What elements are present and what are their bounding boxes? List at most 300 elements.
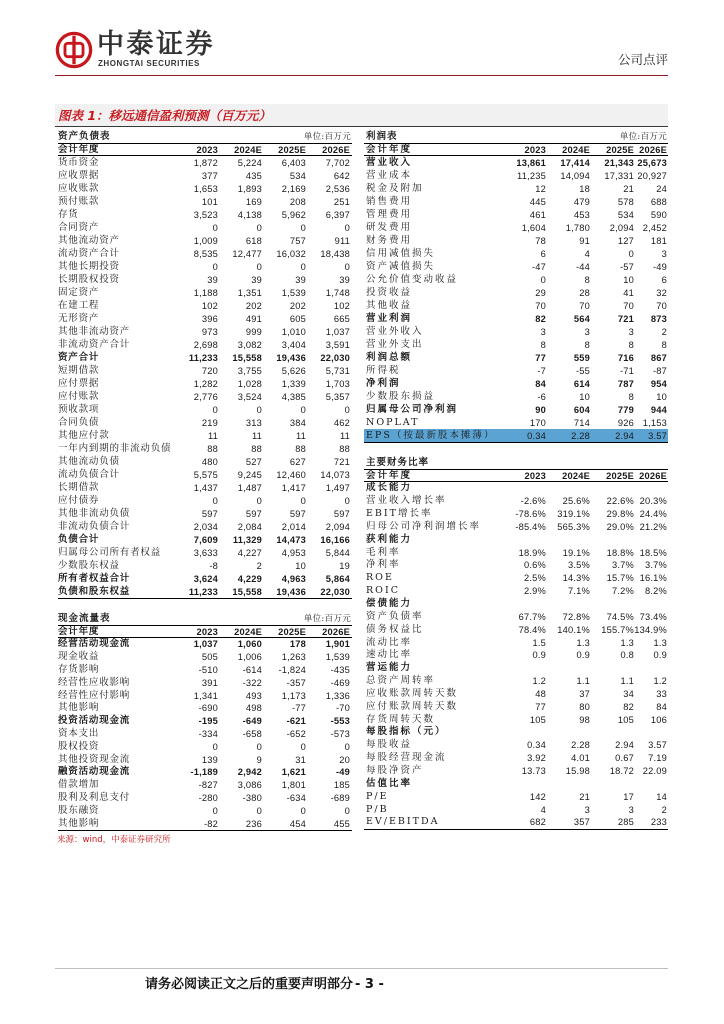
value-2024e: 3,086 xyxy=(237,780,262,791)
page-number: - 3 - xyxy=(355,977,384,992)
value-2023: 13,861 xyxy=(516,157,546,168)
row-label: 流动负债合计 xyxy=(58,468,120,480)
value-2025e: -652 xyxy=(286,728,306,739)
table-row xyxy=(364,739,668,752)
value-2023: 1,188 xyxy=(193,287,218,298)
table-title-row xyxy=(364,457,668,469)
value-2026e: 2,536 xyxy=(325,183,350,194)
value-2026e: 20.3% xyxy=(639,496,667,507)
value-2025e: 716 xyxy=(617,352,634,363)
value-2025e: 7.2% xyxy=(612,586,634,597)
row-label: 应付账款 xyxy=(58,390,100,402)
column-header-label: 会计年度 xyxy=(58,144,100,155)
value-2025e: 0.67 xyxy=(615,753,634,764)
table-row xyxy=(58,494,352,507)
value-2026e: 6,397 xyxy=(325,209,350,220)
value-2023: 102 xyxy=(201,300,218,311)
value-2023: 101 xyxy=(201,196,218,207)
table-row xyxy=(364,713,668,726)
value-2023: 445 xyxy=(529,196,546,207)
value-2023: 973 xyxy=(201,326,218,337)
table-row xyxy=(364,325,668,338)
table-row xyxy=(58,182,352,195)
table-row xyxy=(364,208,668,221)
table-row xyxy=(58,364,352,377)
value-2023: 0.34 xyxy=(527,740,546,751)
value-2025e: 3.7% xyxy=(612,560,634,571)
row-label: 营业收入 xyxy=(366,156,413,168)
column-header-2023: 2023 xyxy=(524,471,546,481)
row-label: 归属母公司所有者权益 xyxy=(58,546,162,558)
section-row xyxy=(364,662,668,675)
value-2023: 1,653 xyxy=(193,183,218,194)
value-2024e: 80 xyxy=(579,701,590,712)
value-2026e: 185 xyxy=(333,780,350,791)
cash-flow-table xyxy=(58,613,352,831)
value-2025e: 12,460 xyxy=(276,469,306,480)
row-label: 非流动资产合计 xyxy=(58,338,131,350)
table-row xyxy=(58,286,352,299)
table-body xyxy=(58,638,352,831)
value-2024e: 15,558 xyxy=(232,586,262,597)
value-2026e: 181 xyxy=(650,235,667,246)
row-label: 预收款项 xyxy=(58,403,100,415)
section-row xyxy=(364,777,668,790)
column-header-label: 会计年度 xyxy=(366,144,413,155)
value-2025e: 1.1 xyxy=(620,676,634,687)
value-2024e: 202 xyxy=(245,300,262,311)
value-2024e: 169 xyxy=(245,196,262,207)
value-2023: 3,523 xyxy=(193,209,218,220)
value-2025e: 5,962 xyxy=(281,209,306,220)
value-2023: 70 xyxy=(535,300,546,311)
value-2026e: 25,673 xyxy=(637,157,667,168)
table-row xyxy=(58,234,352,247)
value-2025e: 2.94 xyxy=(615,430,634,441)
table-row xyxy=(58,689,352,702)
value-2026e: -553 xyxy=(330,716,350,727)
value-2023: 4 xyxy=(540,804,546,815)
value-2026e: 0 xyxy=(344,404,350,415)
table-row xyxy=(364,338,668,351)
column-header-2024e: 2024E xyxy=(562,145,590,155)
value-2025e: 5,626 xyxy=(281,365,306,376)
column-header-row xyxy=(58,143,352,156)
value-2026e: 22,030 xyxy=(320,352,350,363)
row-label: 资产减值损失 xyxy=(366,260,436,272)
table-row xyxy=(364,495,668,508)
value-2023: 6 xyxy=(540,248,546,259)
value-2025e: -1,824 xyxy=(278,664,306,675)
value-2024e: 4,229 xyxy=(237,573,262,584)
value-2025e: 202 xyxy=(289,300,306,311)
value-2023: 461 xyxy=(529,209,546,220)
table-row xyxy=(364,675,668,688)
value-2023: 0 xyxy=(212,495,218,506)
value-2025e: 6,403 xyxy=(281,157,306,168)
value-2024e: 14,094 xyxy=(560,170,590,181)
row-label: 其他非流动负债 xyxy=(58,507,131,519)
table-row xyxy=(364,377,668,390)
value-2024e: 4,138 xyxy=(237,209,262,220)
value-2024e: 319.1% xyxy=(557,509,590,520)
value-2026e: 16,166 xyxy=(320,534,350,545)
value-2023: 11,233 xyxy=(188,352,218,363)
table-row xyxy=(364,790,668,803)
value-2025e: 1,263 xyxy=(281,652,306,663)
value-2025e: -77 xyxy=(291,703,306,714)
value-2023: 139 xyxy=(201,754,218,765)
value-2026e: 954 xyxy=(650,378,667,389)
value-2026e: 3.57 xyxy=(648,430,667,441)
table-row xyxy=(58,403,352,416)
value-2026e: 16.1% xyxy=(639,573,667,584)
table-row xyxy=(364,390,668,403)
value-2023: 0 xyxy=(540,274,546,285)
value-2023: 5,575 xyxy=(193,469,218,480)
table-row xyxy=(364,649,668,662)
value-2025e: 1,801 xyxy=(281,780,306,791)
value-2026e: 5,844 xyxy=(325,547,350,558)
column-header-2026e: 2026E xyxy=(639,471,667,481)
row-label: P/E xyxy=(366,790,389,802)
value-2023: -8 xyxy=(209,560,218,571)
table-row xyxy=(58,260,352,273)
table-row xyxy=(364,572,668,585)
row-label: 合同负债 xyxy=(58,416,100,428)
column-header-2024e: 2024E xyxy=(234,627,262,637)
value-2025e: 88 xyxy=(295,443,306,454)
value-2024e: 0 xyxy=(256,261,262,272)
value-2026e: 22.09 xyxy=(642,765,667,776)
row-label: 偿债能力 xyxy=(366,598,413,610)
table-row xyxy=(58,715,352,728)
table-row xyxy=(58,507,352,520)
row-label: 公允价值变动收益 xyxy=(366,273,459,285)
value-2026e: 134.9% xyxy=(634,624,667,635)
row-label: 非流动负债合计 xyxy=(58,520,131,532)
column-header-label: 会计年度 xyxy=(58,626,100,637)
row-label: 净利率 xyxy=(366,559,401,571)
value-2024e: -55 xyxy=(575,365,590,376)
table-row xyxy=(364,700,668,713)
table-row xyxy=(58,390,352,403)
value-2026e: 73.4% xyxy=(639,611,667,622)
value-2024e: 714 xyxy=(573,417,590,428)
value-2026e: 106 xyxy=(650,714,667,725)
value-2023: -47 xyxy=(531,261,546,272)
row-label: 每股收益 xyxy=(366,739,413,751)
value-2026e: 665 xyxy=(333,313,350,324)
value-2026e: 911 xyxy=(334,235,350,246)
value-2024e: 7.1% xyxy=(568,586,590,597)
value-2024e: 12,477 xyxy=(232,248,262,259)
value-2025e: 384 xyxy=(289,417,306,428)
column-header-label: 会计年度 xyxy=(366,470,413,481)
table-row xyxy=(58,804,352,817)
value-2026e: 0 xyxy=(344,741,350,752)
table-row xyxy=(58,312,352,325)
value-2024e: 527 xyxy=(245,456,262,467)
value-2025e: 34 xyxy=(623,688,634,699)
value-2025e: 534 xyxy=(617,209,634,220)
row-label: 存货影响 xyxy=(58,663,100,675)
zhongtai-logo-icon xyxy=(55,31,93,69)
table-row xyxy=(58,455,352,468)
table-row xyxy=(58,779,352,792)
value-2025e: 1,539 xyxy=(281,287,306,298)
value-2024e: -614 xyxy=(242,664,262,675)
row-label: 投资收益 xyxy=(366,286,413,298)
value-2026e: 33 xyxy=(656,688,667,699)
table-title: 主要财务比率 xyxy=(366,457,430,468)
value-2024e: 0 xyxy=(256,222,262,233)
table-row xyxy=(364,351,668,364)
value-2024e: 11,329 xyxy=(232,534,262,545)
value-2026e: 0 xyxy=(344,805,350,816)
value-2023: 1,872 xyxy=(193,157,218,168)
value-2023: 29 xyxy=(535,287,546,298)
value-2025e: 2,169 xyxy=(281,183,306,194)
value-2026e: 39 xyxy=(339,274,350,285)
row-label: 负债和股东权益 xyxy=(58,585,131,597)
table-row xyxy=(58,208,352,221)
value-2024e: 564 xyxy=(573,313,590,324)
row-label: 无形资产 xyxy=(58,312,100,324)
table-row xyxy=(364,688,668,701)
table-row xyxy=(58,156,352,169)
value-2026e: 32 xyxy=(656,287,667,298)
value-2026e: 462 xyxy=(333,417,350,428)
row-label: 融资活动现金流 xyxy=(58,766,131,778)
unit-label: 单位:百万元 xyxy=(619,132,667,142)
value-2026e: 2 xyxy=(661,326,667,337)
value-2025e: -357 xyxy=(286,677,306,688)
value-2025e: 178 xyxy=(289,639,306,650)
table-body xyxy=(58,156,352,599)
value-2024e: 2.28 xyxy=(571,740,590,751)
value-2023: 11,233 xyxy=(188,586,218,597)
value-2025e: 1,621 xyxy=(281,767,306,778)
row-label: 其他投资现金流 xyxy=(58,753,131,765)
row-label: 其他应付款 xyxy=(58,429,110,441)
value-2025e: 3 xyxy=(628,804,634,815)
value-2025e: -621 xyxy=(286,716,306,727)
value-2023: 1.2 xyxy=(532,676,546,687)
value-2026e: -49 xyxy=(335,767,350,778)
row-label: 现金收益 xyxy=(58,651,100,663)
row-label: 每股净资产 xyxy=(366,764,424,776)
value-2025e: 41 xyxy=(623,287,634,298)
table-row xyxy=(364,234,668,247)
value-2023: 0 xyxy=(212,805,218,816)
value-2025e: 21,343 xyxy=(604,157,634,168)
table-title-row xyxy=(58,613,352,625)
value-2024e: 493 xyxy=(245,690,262,701)
value-2024e: 3 xyxy=(584,804,590,815)
table-row xyxy=(364,286,668,299)
logo-emblem-icon xyxy=(55,31,93,69)
value-2024e: 17,414 xyxy=(560,157,590,168)
table-row xyxy=(58,247,352,260)
row-label: 股东融资 xyxy=(58,804,100,816)
value-2023: 505 xyxy=(201,652,218,663)
row-label: 应付债券 xyxy=(58,494,100,506)
value-2026e: 8.2% xyxy=(645,586,667,597)
footer-disclaimer: 请务必阅读正文之后的重要声明部分 xyxy=(145,977,354,992)
value-2025e: 3 xyxy=(628,326,634,337)
value-2024e: 39 xyxy=(251,274,262,285)
value-2023: -78.6% xyxy=(515,509,546,520)
value-2024e: 999 xyxy=(245,326,262,337)
value-2023: 1,341 xyxy=(193,690,218,701)
table-row xyxy=(58,728,352,741)
value-2025e: 926 xyxy=(617,417,634,428)
row-label: 预付账款 xyxy=(58,195,100,207)
value-2026e: 0 xyxy=(344,495,350,506)
value-2024e: 15,558 xyxy=(232,352,262,363)
footer-divider xyxy=(55,968,668,969)
column-header-2023: 2023 xyxy=(196,145,218,155)
column-header-2026e: 2026E xyxy=(322,627,350,637)
value-2025e: 29.8% xyxy=(606,509,634,520)
value-2024e: 14.3% xyxy=(562,573,590,584)
value-2026e: 2,094 xyxy=(325,521,350,532)
table-row xyxy=(58,792,352,805)
value-2023: 78.4% xyxy=(518,624,546,635)
value-2025e: 4,385 xyxy=(281,391,306,402)
value-2025e: 17,331 xyxy=(604,170,634,181)
value-2026e: 5,357 xyxy=(325,391,350,402)
value-2025e: 16,032 xyxy=(276,248,306,259)
value-2025e: 1,010 xyxy=(281,326,306,337)
figure-source: 来源：wind，中泰证券研究所 xyxy=(57,835,171,845)
value-2023: -7 xyxy=(537,365,546,376)
value-2024e: 618 xyxy=(245,235,262,246)
row-label: 管理费用 xyxy=(366,208,413,220)
value-2025e: 19,436 xyxy=(276,586,306,597)
value-2026e: 84 xyxy=(656,701,667,712)
financial-ratios-table xyxy=(364,457,668,830)
table-row xyxy=(364,585,668,598)
value-2024e: 2.28 xyxy=(571,430,590,441)
value-2024e: 21 xyxy=(579,791,590,802)
value-2023: 2.5% xyxy=(524,573,546,584)
value-2023: 1.5 xyxy=(532,637,546,648)
value-2023: 0 xyxy=(212,404,218,415)
value-2025e: 8 xyxy=(628,339,634,350)
value-2023: -1,189 xyxy=(190,767,218,778)
value-2024e: 19.1% xyxy=(562,547,590,558)
value-2023: 682 xyxy=(529,817,546,828)
value-2026e: 0.9 xyxy=(653,650,667,661)
income-statement-table xyxy=(364,131,668,443)
value-2023: 1,282 xyxy=(193,378,218,389)
value-2024e: 98 xyxy=(579,714,590,725)
row-label: 其他流动资产 xyxy=(58,234,120,246)
row-label: P/B xyxy=(366,803,389,815)
value-2025e: 0 xyxy=(300,741,306,752)
table-row xyxy=(364,508,668,521)
value-2025e: 787 xyxy=(617,378,634,389)
row-label: 营业外支出 xyxy=(366,338,424,350)
row-label: 营运能力 xyxy=(366,662,413,674)
table-row xyxy=(58,169,352,182)
table-row xyxy=(58,468,352,481)
row-label: 其他长期投资 xyxy=(58,260,120,272)
value-2024e: -658 xyxy=(242,728,262,739)
value-2024e: -380 xyxy=(242,792,262,803)
value-2024e: 236 xyxy=(245,818,262,829)
value-2024e: -649 xyxy=(242,716,262,727)
row-label: 估值比率 xyxy=(366,777,413,789)
value-2023: -2.6% xyxy=(520,496,546,507)
table-row xyxy=(58,416,352,429)
table-row xyxy=(58,753,352,766)
value-2026e: 597 xyxy=(333,508,350,519)
value-2023: 8,535 xyxy=(193,248,218,259)
value-2025e: 578 xyxy=(617,196,634,207)
value-2023: -195 xyxy=(198,716,218,727)
row-label: 经营性应收影响 xyxy=(58,676,131,688)
value-2024e: 3,755 xyxy=(237,365,262,376)
value-2023: -280 xyxy=(198,792,218,803)
table-row xyxy=(58,676,352,689)
table-row xyxy=(364,623,668,636)
value-2026e: 455 xyxy=(333,818,350,829)
value-2026e: 14 xyxy=(656,791,667,802)
value-2023: 48 xyxy=(535,688,546,699)
value-2026e: 873 xyxy=(650,313,667,324)
value-2025e: 82 xyxy=(623,701,634,712)
value-2024e: 3 xyxy=(584,326,590,337)
value-2023: -334 xyxy=(198,728,218,739)
value-2026e: 11 xyxy=(339,430,350,441)
value-2025e: 39 xyxy=(295,274,306,285)
row-label: 成长能力 xyxy=(366,482,413,494)
value-2024e: 479 xyxy=(573,196,590,207)
row-label: 合同资产 xyxy=(58,221,100,233)
value-2024e: 2,942 xyxy=(237,767,262,778)
row-label: NOPLAT xyxy=(366,416,420,428)
value-2024e: 4.01 xyxy=(571,753,590,764)
value-2026e: -87 xyxy=(652,365,667,376)
table-row xyxy=(58,559,352,572)
row-label: 其他影响 xyxy=(58,702,100,714)
value-2023: 18.9% xyxy=(518,547,546,558)
table-row xyxy=(58,221,352,234)
row-label: 流动资产合计 xyxy=(58,247,120,259)
value-2023: -510 xyxy=(198,664,218,675)
document-type-label: 公司点评 xyxy=(617,52,668,67)
page-footer xyxy=(145,977,384,993)
table-body xyxy=(364,482,668,830)
row-label: 归属母公司净利润 xyxy=(366,403,459,415)
table-row xyxy=(364,273,668,286)
value-2024e: 70 xyxy=(579,300,590,311)
value-2024e: 18 xyxy=(579,183,590,194)
value-2025e: 0 xyxy=(300,404,306,415)
value-2024e: 88 xyxy=(251,443,262,454)
value-2023: 8 xyxy=(540,339,546,350)
row-label: EV/EBITDA xyxy=(366,816,440,828)
value-2024e: 5,224 xyxy=(237,157,262,168)
value-2024e: 0 xyxy=(256,741,262,752)
value-2025e: 11 xyxy=(295,430,306,441)
table-row xyxy=(364,312,668,325)
row-label: 每股经营现金流 xyxy=(366,752,447,764)
value-2026e: -70 xyxy=(335,703,350,714)
